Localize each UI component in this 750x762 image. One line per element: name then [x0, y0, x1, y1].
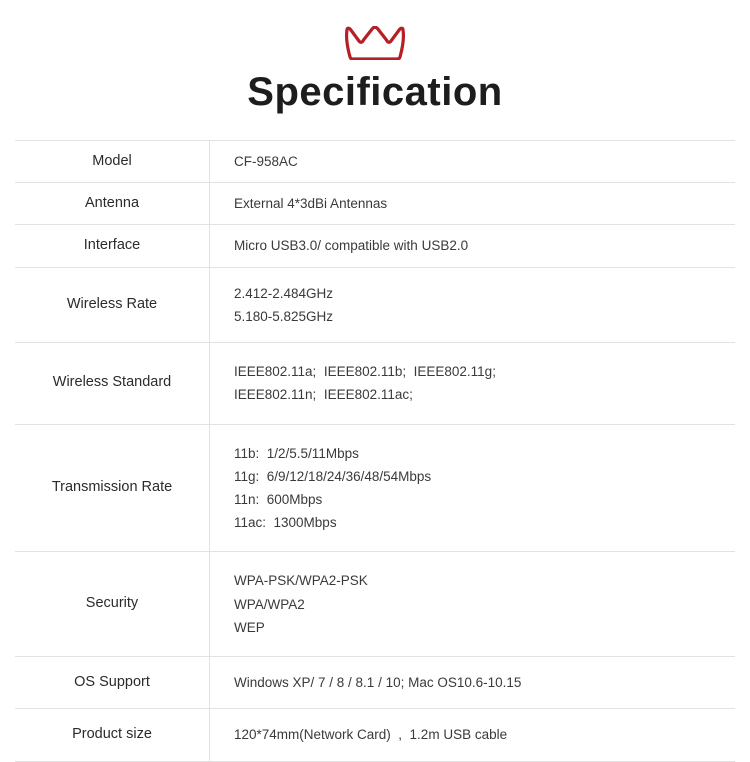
spec-label: Product size [15, 709, 210, 761]
page-title: Specification [247, 70, 503, 114]
spec-value-line: Micro USB3.0/ compatible with USB2.0 [234, 238, 469, 254]
crown-icon [344, 26, 406, 60]
spec-value-line: WEP [234, 619, 265, 635]
table-row [15, 709, 735, 761]
spec-value [210, 183, 736, 225]
spec-label: Interface [15, 225, 210, 267]
spec-value [210, 267, 736, 342]
spec-value-line: 5.180-5.825GHz [234, 308, 334, 324]
spec-value [210, 343, 736, 424]
spec-value-line: 2.412-2.484GHz [234, 285, 334, 301]
spec-value-line: WPA/WPA2 [234, 596, 305, 612]
spec-value [210, 225, 736, 267]
spec-value [210, 552, 736, 657]
spec-value-line: Windows XP/ 7 / 8 / 8.1 / 10; Mac OS10.6-10.15 [234, 675, 522, 691]
table-row [15, 657, 735, 709]
spec-value-line: External 4*3dBi Antennas [234, 196, 388, 212]
spec-value-line: 11ac: 1300Mbps [234, 515, 337, 531]
spec-label: Transmission Rate [15, 424, 210, 552]
table-row [15, 183, 735, 225]
table-row [15, 267, 735, 342]
page-header [0, 0, 750, 114]
spec-value-line: WPA-PSK/WPA2-PSK [234, 573, 368, 589]
table-row [15, 141, 735, 183]
spec-value-line: IEEE802.11n; IEEE802.11ac; [234, 387, 413, 403]
spec-value [210, 424, 736, 552]
spec-label: Wireless Rate [15, 267, 210, 342]
spec-value [210, 709, 736, 761]
spec-value-line: CF-958AC [234, 154, 298, 169]
spec-value [210, 657, 736, 709]
spec-value-line: 11g: 6/9/12/18/24/36/48/54Mbps [234, 468, 432, 484]
spec-value [210, 141, 736, 183]
spec-value-line: 120*74mm(Network Card) , 1.2m USB cable [234, 727, 508, 743]
spec-value-line: 11n: 600Mbps [234, 491, 323, 507]
spec-label: OS Support [15, 657, 210, 709]
spec-label: Security [15, 552, 210, 657]
table-row [15, 552, 735, 657]
table-row [15, 343, 735, 424]
table-row [15, 424, 735, 552]
spec-value-line: 11b: 1/2/5.5/11Mbps [234, 445, 359, 461]
spec-label: Wireless Standard [15, 343, 210, 424]
specification-table-body [15, 141, 735, 762]
spec-label: Model [15, 141, 210, 183]
table-row [15, 225, 735, 267]
spec-label: Antenna [15, 183, 210, 225]
specification-table [15, 140, 735, 762]
spec-value-line: IEEE802.11a; IEEE802.11b; IEEE802.11g; [234, 364, 496, 380]
